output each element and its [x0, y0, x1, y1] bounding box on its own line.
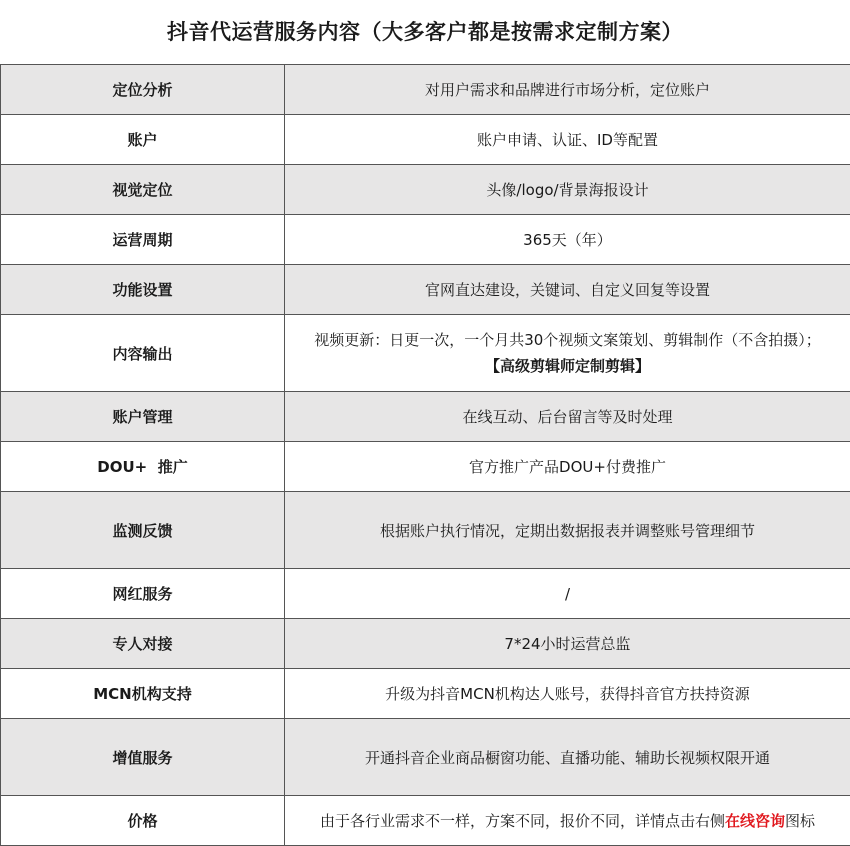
table-row — [1, 392, 850, 442]
row-desc: 对用户需求和品牌进行市场分析，定位账户 — [285, 65, 850, 115]
row-label: 网红服务 — [1, 569, 285, 619]
row-desc: 升级为抖音MCN机构达人账号，获得抖音官方扶持资源 — [285, 669, 850, 719]
row-label: 监测反馈 — [1, 492, 285, 569]
row-label: MCN机构支持 — [1, 669, 285, 719]
row-label: 运营周期 — [1, 215, 285, 265]
row-label: 价格 — [1, 796, 285, 846]
row-label: 专人对接 — [1, 619, 285, 669]
table-row — [1, 265, 850, 315]
page-title: 抖音代运营服务内容（大多客户都是按需求定制方案） — [167, 20, 683, 44]
row-desc: 官方推广产品DOU+付费推广 — [285, 442, 850, 492]
row-desc: 7*24小时运营总监 — [285, 619, 850, 669]
row-desc: 官网直达建设，关键词、自定义回复等设置 — [285, 265, 850, 315]
table-row — [1, 442, 850, 492]
row-desc: 开通抖音企业商品橱窗功能、直播功能、辅助长视频权限开通 — [285, 719, 850, 796]
row-label: 账户 — [1, 115, 285, 165]
online-consult-link[interactable]: 在线咨询 — [724, 812, 785, 830]
row-label: 视觉定位 — [1, 165, 285, 215]
row-desc — [285, 796, 850, 846]
row-desc: 头像/logo/背景海报设计 — [285, 165, 850, 215]
row-label: 内容输出 — [1, 315, 285, 392]
table-row — [1, 165, 850, 215]
row-desc: / — [285, 569, 850, 619]
row-label: 定位分析 — [1, 65, 285, 115]
table-row — [1, 619, 850, 669]
row-label: 增值服务 — [1, 719, 285, 796]
table-row — [1, 796, 850, 846]
table-row — [1, 719, 850, 796]
service-table — [0, 64, 850, 846]
row-desc: 根据账户执行情况，定期出数据报表并调整账号管理细节 — [285, 492, 850, 569]
table-row — [1, 215, 850, 265]
row-desc: 账户申请、认证、ID等配置 — [285, 115, 850, 165]
table-row — [1, 115, 850, 165]
table-row — [1, 669, 850, 719]
table-row — [1, 315, 850, 392]
row-desc: 365天（年） — [285, 215, 850, 265]
row-desc-line: 视频更新：日更一次，一个月共30个视频文案策划、剪辑制作（不含拍摄）； — [314, 331, 821, 349]
row-label: 功能设置 — [1, 265, 285, 315]
price-desc-suffix: 图标 — [785, 812, 816, 830]
table-row — [1, 492, 850, 569]
row-desc-line-emphasis: 【高级剪辑师定制剪辑】 — [484, 357, 650, 375]
row-label: DOU+ 推广 — [1, 442, 285, 492]
price-desc-text: 由于各行业需求不一样，方案不同，报价不同，详情点击右侧 — [319, 812, 725, 830]
table-row — [1, 65, 850, 115]
row-desc — [285, 315, 850, 392]
row-label: 账户管理 — [1, 392, 285, 442]
row-desc: 在线互动、后台留言等及时处理 — [285, 392, 850, 442]
table-row — [1, 569, 850, 619]
